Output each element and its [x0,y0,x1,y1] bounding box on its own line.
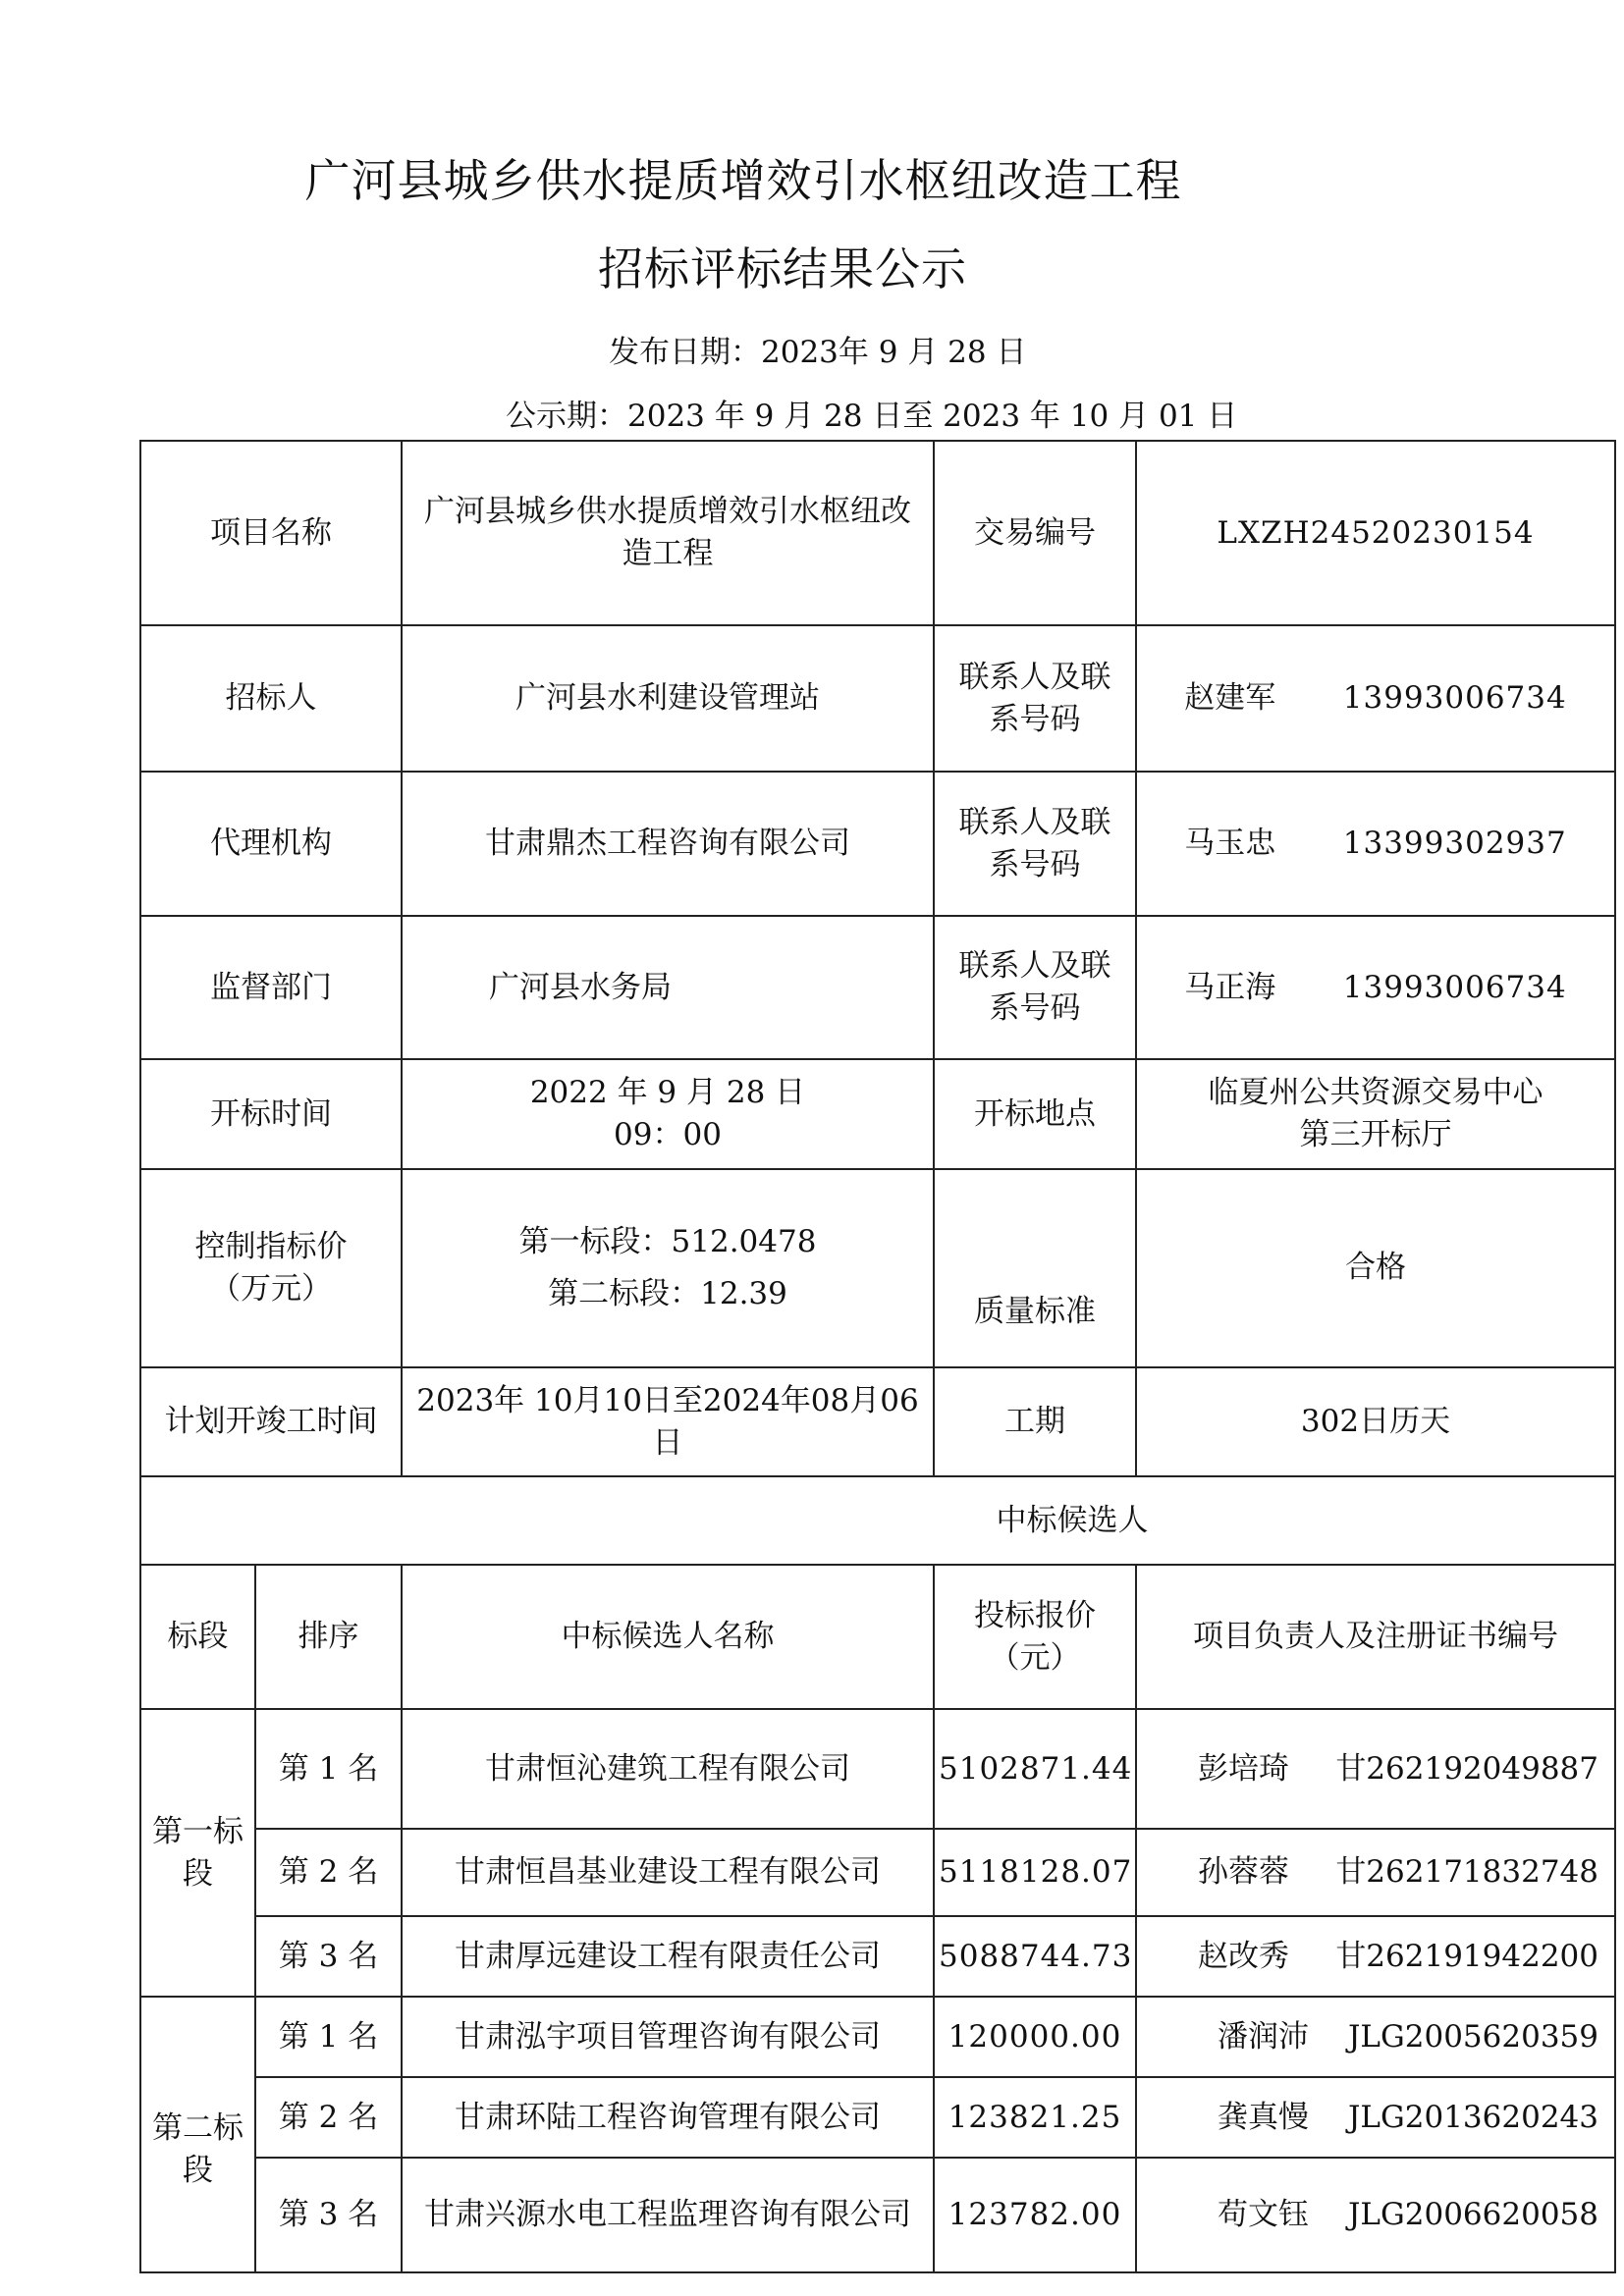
agency: 甘肃鼎杰工程咨询有限公司 [402,772,934,916]
table-row [140,1916,1615,1997]
manager-cell [1136,1916,1615,1997]
tenderer-phone: 13993006734 [1342,680,1567,717]
manager-cell [1136,1829,1615,1916]
section-label-line2: 段 [183,1855,213,1892]
section-label [140,1997,255,2272]
bid-price: 5102871.44 [934,1709,1136,1829]
row-supervisor [140,916,1615,1059]
agency-label: 代理机构 [140,772,402,916]
cert-no: JLG2013620243 [1347,2099,1598,2135]
manager-name: 彭培琦 [1198,1750,1289,1787]
rank: 第 3 名 [255,1916,402,1997]
manager-cell [1136,1709,1615,1829]
table-row [140,1709,1615,1829]
contact-label: 联系人及联系号码 [934,625,1136,772]
open-place-line1: 临夏州公共资源交易中心 [1208,1075,1543,1111]
manager-name: 龚真慢 [1218,2099,1309,2135]
manager-name: 孙蓉蓉 [1198,1854,1289,1891]
bid-price: 120000.00 [934,1997,1136,2077]
quality-label: 质量标准 [934,1169,1136,1367]
manager-cell [1136,1997,1615,2077]
bid-price: 5118128.07 [934,1829,1136,1916]
col-manager: 项目负责人及注册证书编号 [1136,1565,1615,1709]
open-place-cell [1136,1059,1615,1169]
control-price-label-line2: （万元） [210,1271,332,1307]
col-rank: 排序 [255,1565,402,1709]
table-row [140,2158,1615,2272]
candidate-name: 甘肃厚远建设工程有限责任公司 [402,1916,934,1997]
table-row [140,1997,1615,2077]
document-title: 广河县城乡供水提质增效引水枢纽改造工程 [304,154,1182,207]
row-opening [140,1059,1615,1169]
bid-price: 123782.00 [934,2158,1136,2272]
control-price-section2: 第二标段：12.39 [548,1276,787,1311]
section-label-line2: 段 [183,2152,213,2188]
manager-name: 潘润沛 [1218,2018,1309,2055]
col-bid-price [934,1565,1136,1709]
control-price-section1: 第一标段：512.0478 [518,1224,817,1260]
section-label-line1: 第二标 [152,2109,244,2146]
row-tenderer [140,625,1615,772]
document-subtitle: 招标评标结果公示 [598,242,967,295]
quality: 合格 [1136,1169,1615,1367]
control-price-label [140,1169,402,1367]
bid-price: 5088744.73 [934,1916,1136,1997]
rank: 第 1 名 [255,1997,402,2077]
control-price-label-line1: 控制指标价 [194,1229,348,1265]
table-row [140,2077,1615,2158]
candidate-name: 甘肃恒沁建筑工程有限公司 [402,1709,934,1829]
col-section: 标段 [140,1565,255,1709]
row-control-price [140,1169,1615,1367]
open-time-hour: 09：00 [614,1117,722,1152]
duration: 302日历天 [1136,1367,1615,1476]
cert-no: JLG2005620359 [1347,2018,1598,2055]
contact-label: 联系人及联系号码 [934,916,1136,1059]
row-agency [140,772,1615,916]
agency-phone: 13399302937 [1342,826,1567,862]
agency-contact-cell [1136,772,1615,916]
supervisor: 广河县水务局 [402,916,934,1059]
cert-no: JLG2006620058 [1347,2197,1598,2233]
notice-period: 公示期：2023 年 9 月 28 日至 2023 年 10 月 01 日 [506,399,1238,434]
section-label-line1: 第一标 [152,1813,244,1849]
col-candidate-name: 中标候选人名称 [402,1565,934,1709]
col-bid-price-line2: （元） [989,1639,1081,1676]
rank: 第 1 名 [255,1709,402,1829]
open-time-label: 开标时间 [140,1059,402,1169]
trade-no: LXZH24520230154 [1136,441,1615,625]
candidate-name: 甘肃环陆工程咨询管理有限公司 [402,2077,934,2158]
tenderer-contact: 赵建军 [1184,680,1276,717]
rank: 第 3 名 [255,2158,402,2272]
project-name-label: 项目名称 [140,441,402,625]
schedule: 2023年 10月10日至2024年08月06日 [402,1367,934,1476]
contact-label: 联系人及联系号码 [934,772,1136,916]
result-table [139,440,1616,2273]
supervisor-label: 监督部门 [140,916,402,1059]
supervisor-contact-cell [1136,916,1615,1059]
open-time-date: 2022 年 9 月 28 日 [529,1075,806,1111]
agency-contact: 马玉忠 [1184,826,1276,862]
candidate-name: 甘肃兴源水电工程监理咨询有限公司 [402,2158,934,2272]
manager-cell [1136,2077,1615,2158]
col-bid-price-line1: 投标报价 [974,1597,1096,1633]
manager-name: 赵改秀 [1198,1938,1289,1974]
candidates-header: 中标候选人 [140,1476,1615,1565]
project-name: 广河县城乡供水提质增效引水枢纽改造工程 [402,441,934,625]
rank: 第 2 名 [255,1829,402,1916]
trade-no-label: 交易编号 [934,441,1136,625]
cert-no: 甘262191942200 [1335,1938,1598,1974]
cert-no: 甘262192049887 [1335,1750,1598,1787]
section-label [140,1709,255,1997]
manager-name: 苟文钰 [1218,2197,1309,2233]
row-project-name [140,441,1615,625]
candidate-name: 甘肃恒昌基业建设工程有限公司 [402,1829,934,1916]
open-place-line2: 第三开标厅 [1299,1117,1452,1152]
row-candidates-header [140,1476,1615,1565]
manager-cell [1136,2158,1615,2272]
supervisor-phone: 13993006734 [1342,969,1567,1005]
duration-label: 工期 [934,1367,1136,1476]
row-column-headers [140,1565,1615,1709]
cert-no: 甘262171832748 [1335,1854,1598,1891]
tenderer-label: 招标人 [140,625,402,772]
tenderer: 广河县水利建设管理站 [402,625,934,772]
table-row [140,1829,1615,1916]
rank: 第 2 名 [255,2077,402,2158]
open-time-cell [402,1059,934,1169]
row-schedule [140,1367,1615,1476]
schedule-label: 计划开竣工时间 [140,1367,402,1476]
control-price-cell [402,1169,934,1367]
candidate-name: 甘肃泓宇项目管理咨询有限公司 [402,1997,934,2077]
open-place-label: 开标地点 [934,1059,1136,1169]
tenderer-contact-cell [1136,625,1615,772]
bid-price: 123821.25 [934,2077,1136,2158]
supervisor-contact: 马正海 [1184,969,1276,1005]
publish-date: 发布日期：2023年 9 月 28 日 [609,335,1027,370]
